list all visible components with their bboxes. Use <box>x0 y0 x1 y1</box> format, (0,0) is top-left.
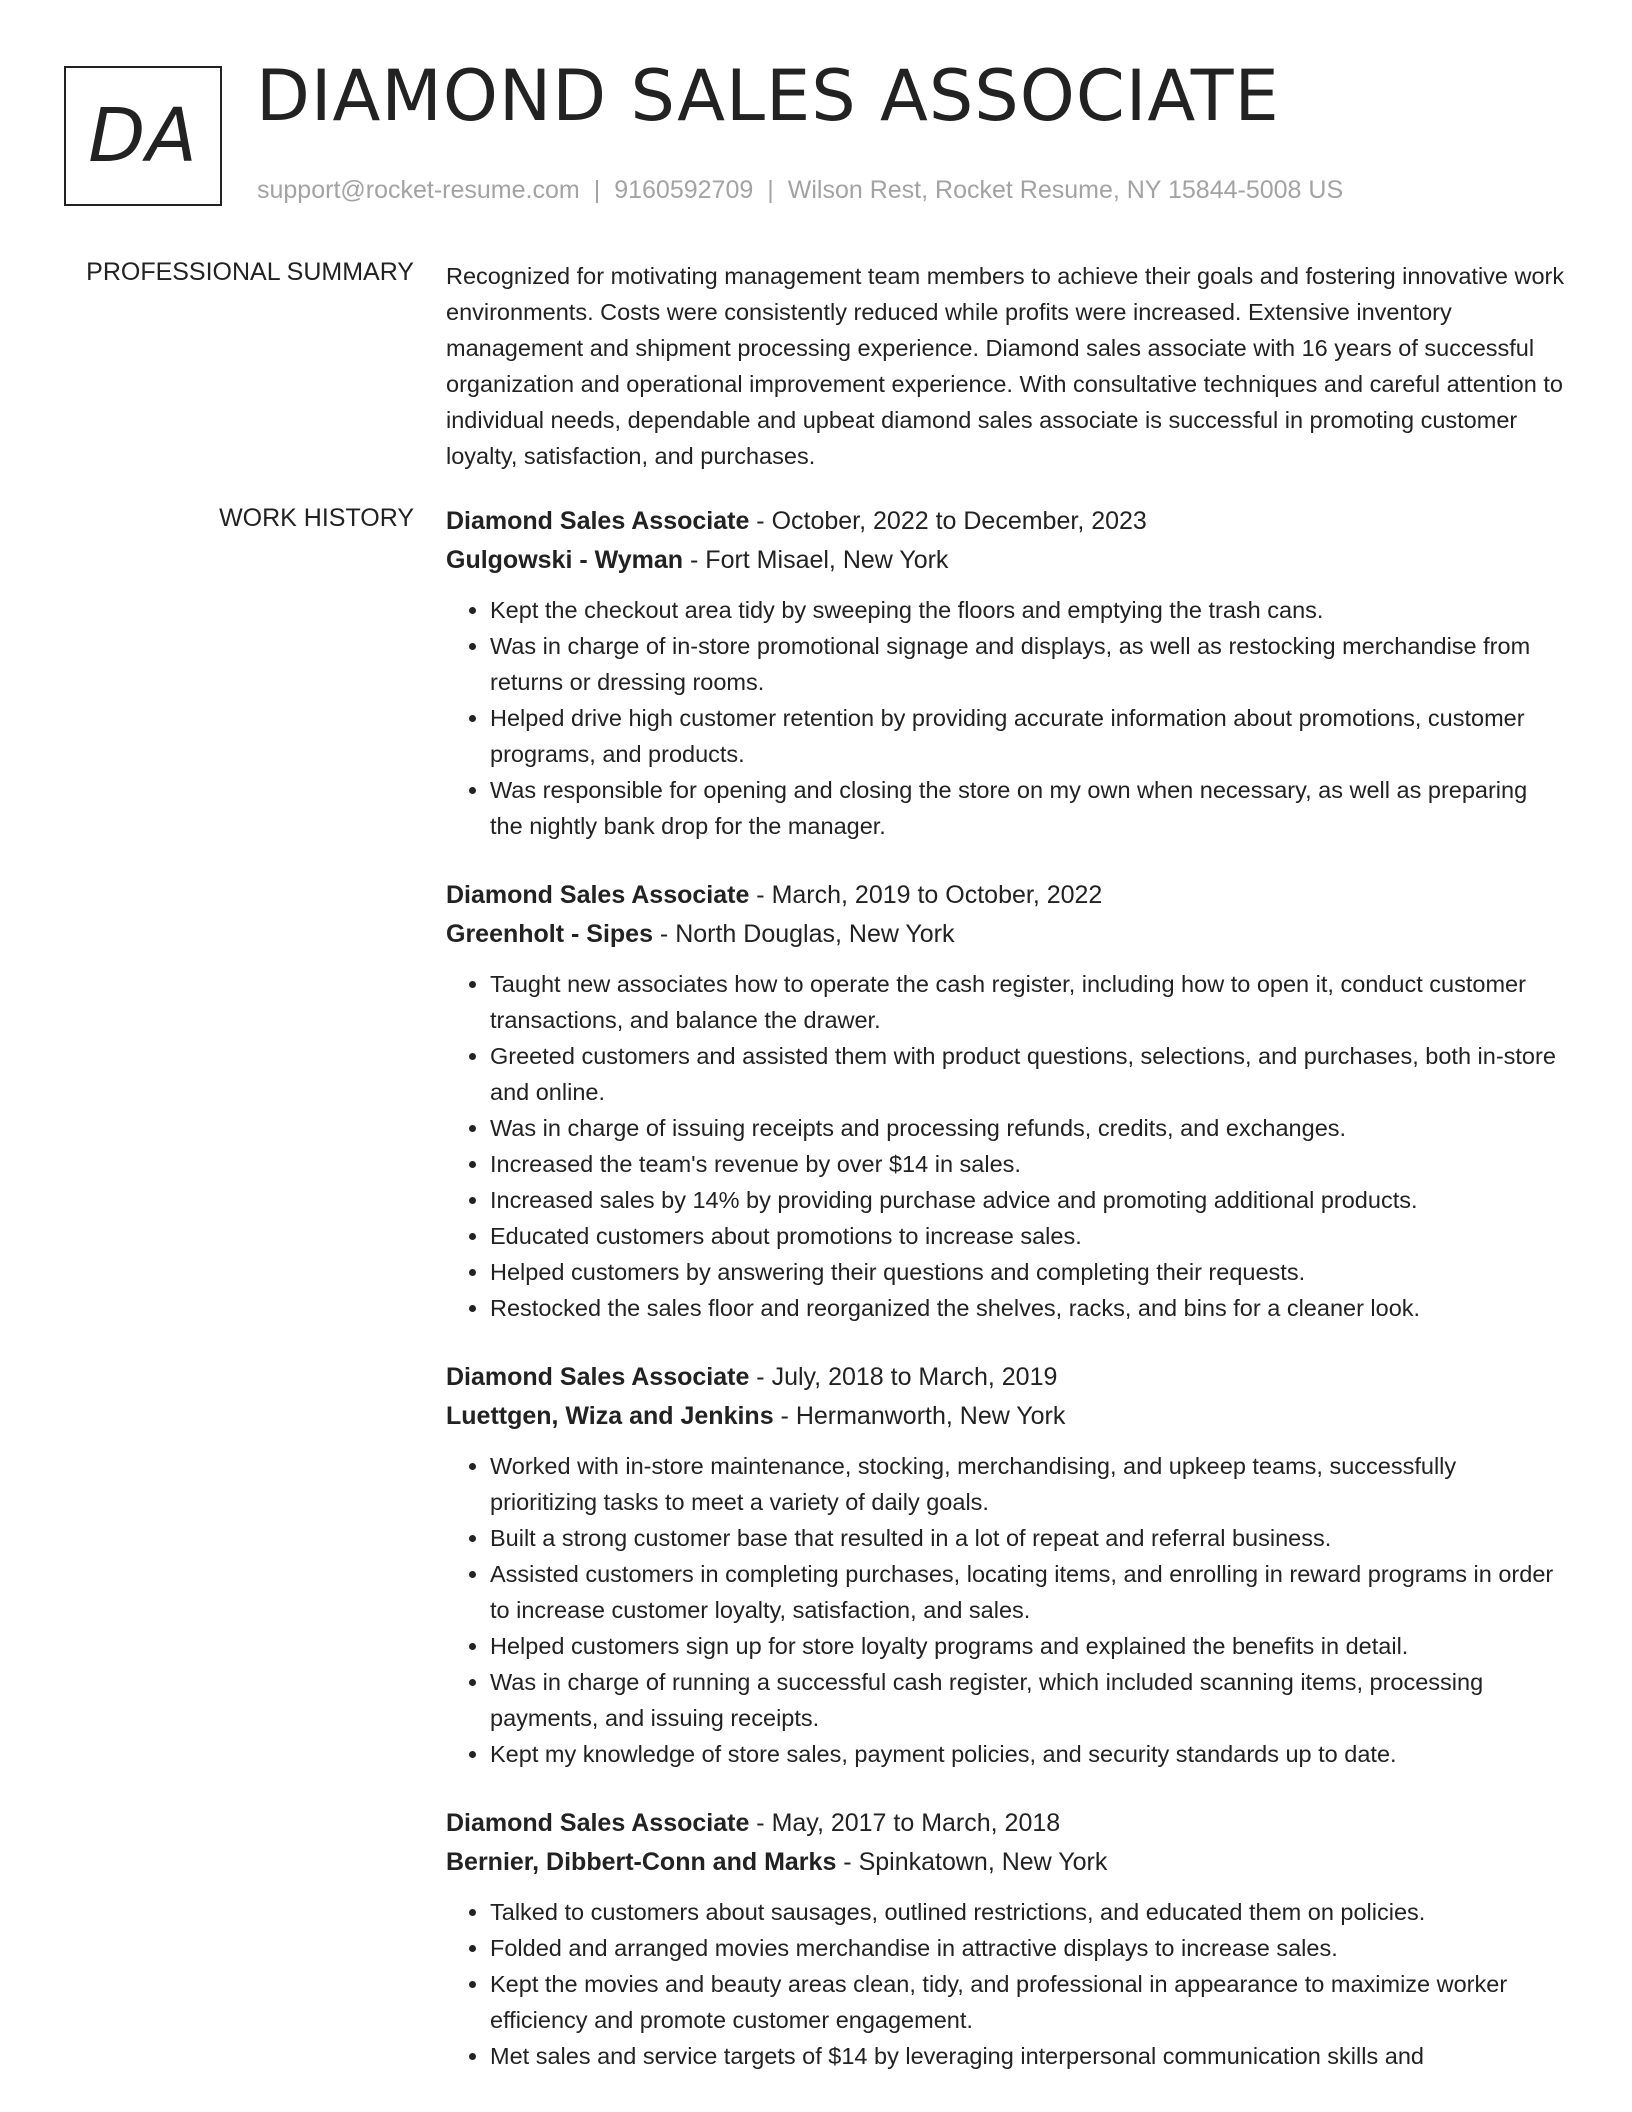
job-title-line <box>446 502 1566 541</box>
duty-item: • Assisted customers in completing purchases, locating items, and enrolling in reward programs in order to increase customer loyalty, satisfaction, and sales. <box>490 1556 1566 1628</box>
contact-line <box>257 176 1343 205</box>
duty-list <box>446 966 1566 1326</box>
job-company: Greenholt - Sipes <box>446 920 653 948</box>
job-entry <box>446 1358 1566 1772</box>
duty-item: • Folded and arranged movies merchandise in attractive displays to increase sales. <box>490 1930 1566 1966</box>
work-history-heading: WORK HISTORY <box>219 504 414 532</box>
job-entry <box>446 876 1566 1326</box>
summary-text: Recognized for motivating management team members to achieve their goals and fostering innovative work environments. Costs were consistently reduced while profits were increased. Extensive inventory management and shipment processing experience. Diamond sales associate with 16 years of successful organization and operational improvement experience. With consultative techniques and careful attention to individual needs, dependable and upbeat diamond sales associate is successful in promoting customer loyalty, satisfaction, and purchases. <box>446 263 1565 469</box>
duty-item: • Was in charge of issuing receipts and processing refunds, credits, and exchanges. <box>490 1110 1566 1146</box>
duty-item: • Kept the movies and beauty areas clean, tidy, and professional in appearance to maximize worker efficiency and promote customer engagement. <box>490 1966 1566 2038</box>
duty-item: • Was in charge of in-store promotional signage and displays, as well as restocking merchandise from returns or dressing rooms. <box>490 628 1566 700</box>
job-company: Gulgowski - Wyman <box>446 546 684 574</box>
contact-address: Wilson Rest, Rocket Resume, NY 15844-5008 US <box>787 176 1344 204</box>
contact-phone[interactable]: 9160592709 <box>614 176 754 204</box>
contact-separator: | <box>593 176 601 204</box>
duty-item: • Talked to customers about sausages, outlined restrictions, and educated them on policies. <box>490 1894 1566 1930</box>
duty-list <box>446 592 1566 844</box>
job-location: - Spinkatown, New York <box>836 1848 1108 1876</box>
job-dates: - March, 2019 to October, 2022 <box>749 881 1103 909</box>
job-title-line <box>446 1358 1566 1397</box>
summary-body <box>446 258 1566 474</box>
duty-item: • Taught new associates how to operate the cash register, including how to open it, conduct customer transactions, and balance the drawer. <box>490 966 1566 1038</box>
duty-item: • Helped drive high customer retention by providing accurate information about promotions, customer programs, and products. <box>490 700 1566 772</box>
job-dates: - July, 2018 to March, 2019 <box>749 1363 1058 1391</box>
duty-list <box>446 1448 1566 1772</box>
duty-item: • Helped customers by answering their questions and completing their requests. <box>490 1254 1566 1290</box>
job-company: Luettgen, Wiza and Jenkins <box>446 1402 774 1430</box>
job-company: Bernier, Dibbert-Conn and Marks <box>446 1848 837 1876</box>
contact-email[interactable]: support@rocket-resume.com <box>257 176 580 204</box>
duty-list <box>446 1894 1566 2074</box>
job-location: - Hermanworth, New York <box>773 1402 1066 1430</box>
job-title: Diamond Sales Associate <box>446 507 750 535</box>
duty-item: • Worked with in-store maintenance, stocking, merchandising, and upkeep teams, successfully prioritizing tasks to meet a variety of daily goals. <box>490 1448 1566 1520</box>
job-company-line <box>446 541 1566 580</box>
duty-item: • Increased the team's revenue by over $14 in sales. <box>490 1146 1566 1182</box>
job-dates: - May, 2017 to March, 2018 <box>749 1809 1061 1837</box>
duty-item: • Restocked the sales floor and reorganized the shelves, racks, and bins for a cleaner look. <box>490 1290 1566 1326</box>
job-company-line <box>446 915 1566 954</box>
job-entry <box>446 502 1566 844</box>
job-company-line <box>446 1397 1566 1436</box>
job-location: - North Douglas, New York <box>652 920 955 948</box>
job-location: - Fort Misael, New York <box>683 546 949 574</box>
job-title: Diamond Sales Associate <box>446 1809 750 1837</box>
job-entry <box>446 1804 1566 2074</box>
contact-separator: | <box>767 176 774 204</box>
job-title: Diamond Sales Associate <box>446 1363 750 1391</box>
duty-item: • Educated customers about promotions to increase sales. <box>490 1218 1566 1254</box>
job-dates: - October, 2022 to December, 2023 <box>749 507 1147 535</box>
page-title: DIAMOND SALES ASSOCIATE <box>256 55 1280 137</box>
duty-item: • Greeted customers and assisted them with product questions, selections, and purchases, both in-store and online. <box>490 1038 1566 1110</box>
duty-item: • Met sales and service targets of $14 by leveraging interpersonal communication skills and <box>490 2038 1566 2074</box>
job-title-line <box>446 1804 1566 1843</box>
job-company-line <box>446 1843 1566 1882</box>
duty-item: • Increased sales by 14% by providing purchase advice and promoting additional products. <box>490 1182 1566 1218</box>
duty-item: • Kept my knowledge of store sales, payment policies, and security standards up to date. <box>490 1736 1566 1772</box>
monogram-box <box>64 66 222 206</box>
duty-item: • Helped customers sign up for store loyalty programs and explained the benefits in detail. <box>490 1628 1566 1664</box>
monogram-initials: DA <box>88 93 198 179</box>
duty-item: • Was responsible for opening and closing the store on my own when necessary, as well as preparing the nightly bank drop for the manager. <box>490 772 1566 844</box>
work-history-body <box>446 502 1566 2106</box>
summary-heading: PROFESSIONAL SUMMARY <box>86 258 414 286</box>
duty-item: • Kept the checkout area tidy by sweeping the floors and emptying the trash cans. <box>490 592 1566 628</box>
job-title-line <box>446 876 1566 915</box>
duty-item: • Built a strong customer base that resulted in a lot of repeat and referral business. <box>490 1520 1566 1556</box>
job-title: Diamond Sales Associate <box>446 881 750 909</box>
duty-item: • Was in charge of running a successful cash register, which included scanning items, processing payments, and issuing receipts. <box>490 1664 1566 1736</box>
